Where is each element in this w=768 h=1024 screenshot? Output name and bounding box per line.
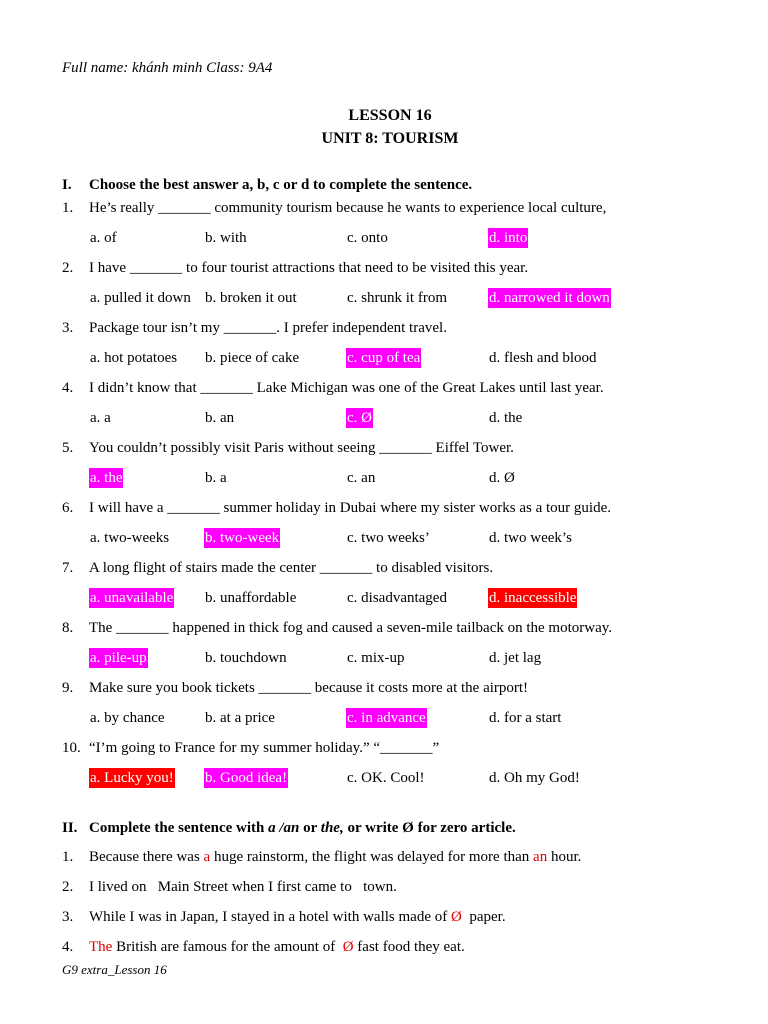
- filled-answer: The: [89, 939, 113, 955]
- filled-answer: a: [203, 849, 211, 865]
- answer-option: c. Ø: [347, 410, 372, 426]
- sentence-text: huge rainstorm, the flight was delayed for more than: [210, 849, 534, 865]
- answer-option: c. mix-up: [347, 650, 405, 666]
- answer-option-cell: [204, 648, 288, 668]
- section-1-number: I.: [62, 177, 72, 193]
- answer-option-cell: [89, 408, 112, 428]
- answer-option-cell: [89, 288, 192, 308]
- answer-option: a. two-weeks: [90, 530, 170, 546]
- answer-option-cell: [488, 348, 597, 368]
- sentence-text: I lived on Main Street when I first came to town.: [89, 879, 397, 895]
- answer-option: b. unaffordable: [205, 590, 297, 606]
- sentence-text: hour.: [547, 849, 582, 865]
- filled-answer: Ø: [451, 909, 462, 925]
- question-number: 6.: [62, 500, 74, 516]
- answer-option: d. Ø: [489, 470, 515, 486]
- answer-option-cell: [204, 228, 248, 248]
- answer-option: c. onto: [347, 230, 388, 246]
- item-sentence: [89, 847, 581, 867]
- answer-option-cell: [204, 528, 280, 548]
- answer-option: d. the: [489, 410, 523, 426]
- answer-option-cell: [346, 348, 421, 368]
- answer-option-cell: [346, 288, 448, 308]
- answer-option: b. a: [205, 470, 227, 486]
- answer-option-cell: [488, 768, 581, 788]
- answer-option-cell: [346, 648, 406, 668]
- question-stem: You couldn’t possibly visit Paris without seeing _______ Eiffel Tower.: [89, 440, 514, 456]
- answer-option: b. an: [205, 410, 235, 426]
- answer-option-cell: [488, 648, 542, 668]
- answer-option-cell: [204, 708, 276, 728]
- sentence-text: fast food they eat.: [353, 939, 465, 955]
- item-sentence: [89, 907, 506, 927]
- answer-option: b. Good idea!: [205, 770, 288, 786]
- answer-option: c. two weeks’: [347, 530, 430, 546]
- answer-option: d. narrowed it down: [489, 290, 610, 306]
- answer-option-cell: [488, 408, 523, 428]
- answer-option-cell: [346, 228, 389, 248]
- answer-option-cell: [204, 348, 300, 368]
- answer-option: d. for a start: [489, 710, 562, 726]
- answer-option-cell: [204, 408, 235, 428]
- answer-option: b. at a price: [205, 710, 275, 726]
- lesson-title: LESSON 16: [348, 107, 432, 124]
- question-stem: I have _______ to four tourist attractions that need to be visited this year.: [89, 260, 529, 276]
- question-number: 2.: [62, 260, 74, 276]
- question-number: 8.: [62, 620, 74, 636]
- question-stem: Package tour isn’t my _______. I prefer independent travel.: [89, 320, 447, 336]
- answer-option: c. cup of tea: [347, 350, 421, 366]
- answer-option: a. pile-up: [90, 650, 147, 666]
- answer-option-cell: [204, 288, 298, 308]
- answer-option: a. unavailable: [90, 590, 174, 606]
- question-stem: “I’m going to France for my summer holiday.” “_______”: [89, 740, 440, 756]
- answer-option: a. of: [90, 230, 117, 246]
- answer-option: d. two week’s: [489, 530, 572, 546]
- answer-option-cell: [488, 528, 573, 548]
- answer-option: c. an: [347, 470, 376, 486]
- footer-text: G9 extra_Lesson 16: [62, 962, 167, 977]
- sentence-text: British are famous for the amount of: [112, 939, 343, 955]
- question-stem: A long flight of stairs made the center _______ to disabled visitors.: [89, 560, 494, 576]
- answer-option-cell: [346, 708, 427, 728]
- answer-option-cell: [204, 468, 228, 488]
- question-number: 10.: [62, 740, 81, 756]
- answer-option-cell: [89, 588, 174, 608]
- answer-option: a. Lucky you!: [90, 770, 174, 786]
- answer-option: d. into: [489, 230, 528, 246]
- filled-answer: Ø: [342, 939, 354, 955]
- question-number: 4.: [62, 380, 74, 396]
- answer-option-cell: [346, 468, 376, 488]
- answer-option-cell: [488, 588, 577, 608]
- question-number: 3.: [62, 320, 74, 336]
- answer-option-cell: [346, 528, 431, 548]
- question-number: 5.: [62, 440, 74, 456]
- instruction-article-the: the,: [320, 820, 344, 836]
- answer-option-cell: [488, 228, 528, 248]
- item-number: 3.: [62, 909, 74, 925]
- answer-option: b. touchdown: [205, 650, 287, 666]
- sentence-text: While I was in Japan, I stayed in a hotel with walls made of: [89, 909, 451, 925]
- answer-option: c. shrunk it from: [347, 290, 447, 306]
- answer-option-cell: [204, 588, 297, 608]
- unit-title: UNIT 8: TOURISM: [321, 130, 459, 147]
- answer-option-cell: [89, 228, 118, 248]
- question-stem: I will have a _______ summer holiday in Dubai where my sister works as a tour guide.: [89, 500, 611, 516]
- answer-option: a. hot potatoes: [90, 350, 178, 366]
- instruction-article-a-an: a /an: [268, 820, 300, 836]
- answer-option: c. OK. Cool!: [347, 770, 425, 786]
- question-number: 7.: [62, 560, 74, 576]
- answer-option-cell: [89, 468, 123, 488]
- answer-option-cell: [204, 768, 288, 788]
- question-stem: Make sure you book tickets _______ because it costs more at the airport!: [89, 680, 529, 696]
- question-stem: I didn’t know that _______ Lake Michigan was one of the Great Lakes until last year.: [89, 380, 604, 396]
- sentence-text: Because there was: [89, 849, 204, 865]
- question-stem: He’s really _______ community tourism because he wants to experience local culture,: [89, 200, 607, 216]
- answer-option-cell: [89, 528, 170, 548]
- instruction-text-or: or: [299, 820, 321, 836]
- instruction-text-before: Complete the sentence with: [89, 820, 269, 836]
- answer-option: c. in advance: [347, 710, 426, 726]
- sentence-text: paper.: [461, 909, 506, 925]
- item-number: 1.: [62, 849, 74, 865]
- item-sentence: [89, 937, 465, 957]
- answer-option: b. broken it out: [205, 290, 297, 306]
- answer-option-cell: [488, 708, 562, 728]
- item-number: 2.: [62, 879, 74, 895]
- section-2-instruction: [89, 818, 516, 838]
- answer-option: b. two-week: [205, 530, 280, 546]
- answer-option-cell: [488, 288, 611, 308]
- answer-option: a. by chance: [90, 710, 165, 726]
- answer-option: a. pulled it down: [90, 290, 191, 306]
- filled-answer: an: [533, 849, 548, 865]
- answer-option: a. the: [90, 470, 123, 486]
- answer-option: c. disadvantaged: [347, 590, 447, 606]
- answer-option-cell: [89, 768, 175, 788]
- section-2-number: II.: [62, 820, 78, 836]
- answer-option: d. flesh and blood: [489, 350, 597, 366]
- question-stem: The _______ happened in thick fog and caused a seven-mile tailback on the motorway.: [89, 620, 613, 636]
- answer-option-cell: [346, 768, 426, 788]
- answer-option-cell: [89, 348, 178, 368]
- answer-option-cell: [89, 708, 166, 728]
- item-number: 4.: [62, 939, 74, 955]
- section-1-instruction: Choose the best answer a, b, c or d to complete the sentence.: [89, 177, 473, 193]
- question-number: 1.: [62, 200, 74, 216]
- answer-option: a. a: [90, 410, 111, 426]
- answer-option: b. piece of cake: [205, 350, 300, 366]
- answer-option-cell: [89, 648, 148, 668]
- full-name-line: Full name: khánh minh Class: 9A4: [62, 60, 273, 76]
- answer-option: d. inaccessible: [489, 590, 577, 606]
- answer-option: b. with: [205, 230, 247, 246]
- instruction-text-after: or write Ø for zero article.: [343, 820, 516, 836]
- answer-option-cell: [346, 408, 373, 428]
- question-number: 9.: [62, 680, 74, 696]
- answer-option: d. Oh my God!: [489, 770, 580, 786]
- answer-option: d. jet lag: [489, 650, 542, 666]
- answer-option-cell: [488, 468, 516, 488]
- answer-option-cell: [346, 588, 448, 608]
- item-sentence: [89, 877, 397, 897]
